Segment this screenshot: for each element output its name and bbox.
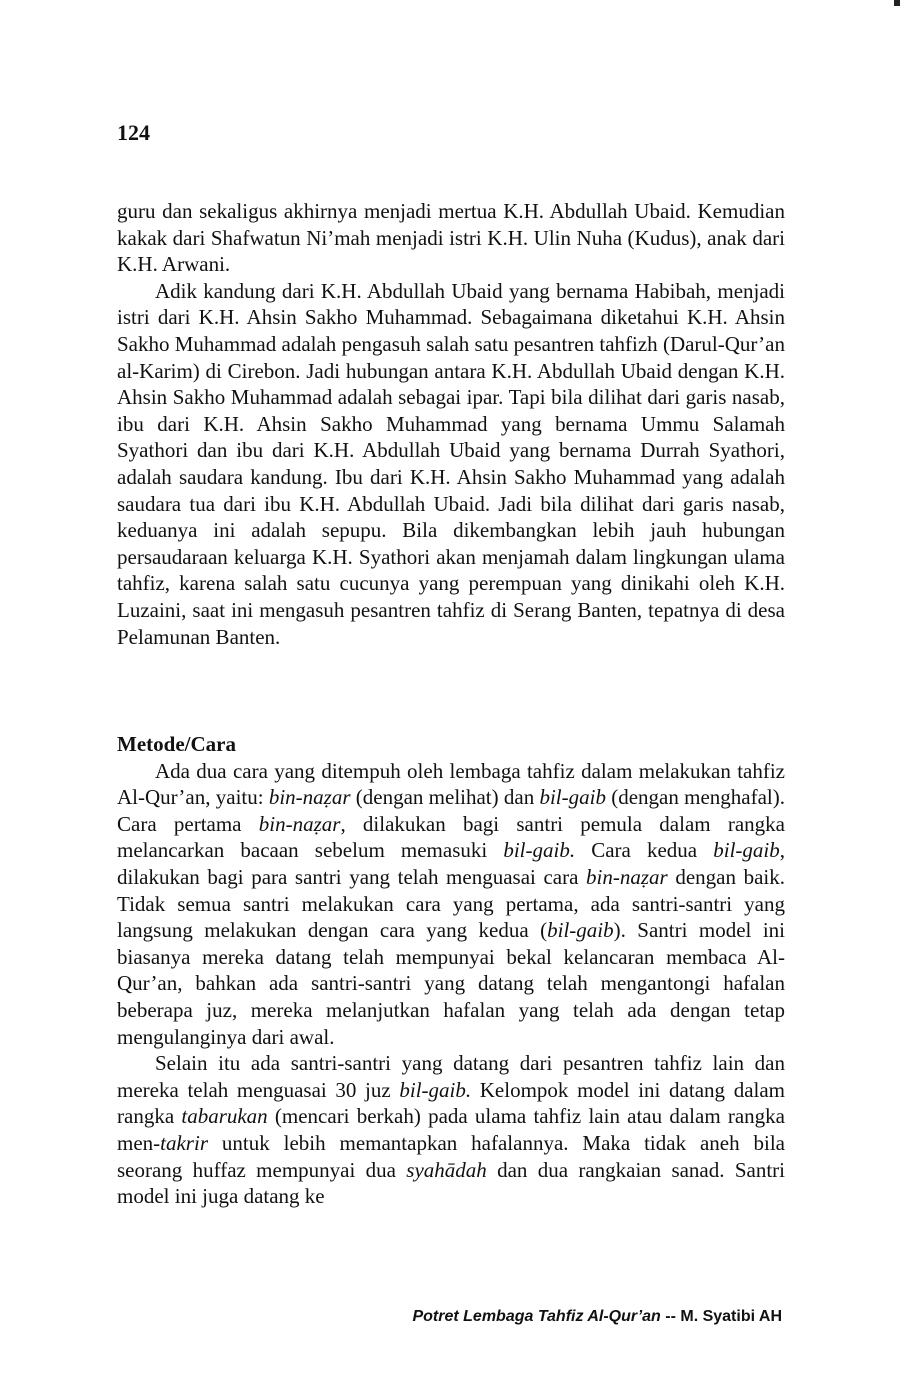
paragraph-4	[117, 1050, 785, 1210]
p3-text: ). Santri model ini biasanya mereka datang telah mempunyai bekal kelancaran membaca Al-Qur’an, bahkan ada santri-santri yang datang telah mengantongi hafalan beberapa juz, mereka melanjutkan hafalan yang telah ada dengan tetap mengulanginya dari awal.	[117, 918, 785, 1049]
p3-text: Ada dua cara yang ditempuh oleh lembaga tahfiz dalam melakukan tahfiz Al-Qur’an, yaitu:	[117, 758, 785, 810]
scan-corner-mark	[894, 0, 900, 6]
section-heading: Metode/Cara	[117, 732, 236, 756]
p3-term: bil-gaib.	[503, 838, 576, 863]
p4-text: dan dua rangkaian sanad. Santri model ini juga datang ke	[117, 1157, 785, 1209]
p3-text: Cara kedua	[575, 838, 714, 863]
body-text-top	[117, 198, 785, 650]
p3-term: bin-naẓar	[586, 864, 668, 889]
p4-term: syahādah	[406, 1157, 487, 1182]
p4-text: (mencari berkah) pada ulama tahfiz lain atau dalam rangka men-	[117, 1104, 785, 1155]
p3-term: bil-gaib	[547, 918, 614, 943]
body-text-section	[117, 731, 785, 1210]
p4-text: Kelompok model ini datang dalam rangka	[117, 1077, 785, 1129]
p4-term: takrir	[160, 1130, 208, 1155]
p3-term: bin-naẓar	[258, 811, 341, 836]
p3-text: dengan baik. Tidak semua santri melakukan cara yang pertama, ada santri-santri yang langsung melakukan dengan cara yang kedua (	[117, 864, 786, 943]
p3-term: bil-gaib	[713, 838, 780, 863]
p4-term: bil-gaib.	[399, 1077, 472, 1102]
footer-separator: --	[660, 1308, 681, 1325]
p3-term: bin-naẓar	[268, 785, 351, 810]
running-footer	[412, 1308, 782, 1326]
p4-text: Selain itu ada santri-santri yang datang dari pesantren tahfiz lain dan mereka telah menguasai 30 juz	[117, 1051, 785, 1102]
paragraph-1: guru dan sekaligus akhirnya menjadi mertua K.H. Abdullah Ubaid. Kemudian kakak dari Shafwatun Ni’mah menjadi istri K.H. Ulin Nuha (Kudus), anak dari K.H. Arwani.	[117, 199, 785, 277]
p3-text: , dilakukan bagi santri pemula dalam rangka melancarkan bacaan sebelum memasuki	[117, 811, 785, 863]
paragraph-2: Adik kandung dari K.H. Abdullah Ubaid yang bernama Habibah, menjadi istri dari K.H. Ahsin Sakho Muhammad. Sebagaimana diketahui K.H. Ahsin Sakho Muhammad adalah pengasuh salah satu pesantren tahfizh (Darul-Qur’an al-Karim) di Cirebon. Jadi hubungan antara K.H. Abdullah Ubaid dengan K.H. Ahsin Sakho Muhammad adalah sebagai ipar. Tapi bila dilihat dari garis nasab, ibu dari K.H. Ahsin Sakho Muhammad yang bernama Ummu Salamah Syathori dan ibu dari K.H. Abdullah Ubaid yang bernama Durrah Syathori, adalah saudara kandung. Ibu dari K.H. Ahsin Sakho Muhammad yang adalah saudara tua dari ibu K.H. Abdullah Ubaid. Jadi bila dilihat dari garis nasab, keduanya ini adalah sepupu. Bila dikembangkan lebih jauh hubungan persaudaraan keluarga K.H. Syathori akan menjamah dalam lingkungan ulama tahfiz, karena salah satu cucunya yang perempuan yang dinikahi oleh K.H. Luzaini, saat ini mengasuh pesantren tahfiz di Serang Banten, tepatnya di desa Pelamunan Banten.	[117, 278, 785, 649]
p4-term: tabarukan	[181, 1104, 268, 1129]
p3-text: , dilakukan bagi para santri yang telah menguasai cara	[117, 838, 785, 889]
footer-book-title: Potret Lembaga Tahfiz Al-Qur’an	[412, 1308, 661, 1325]
paragraph-3	[117, 758, 785, 1051]
p3-text: (dengan melihat) dan	[350, 785, 540, 810]
p3-text: (dengan menghafal). Cara pertama	[117, 785, 785, 836]
footer-author: M. Syatibi AH	[680, 1308, 782, 1325]
p3-term: bil-gaib	[539, 785, 606, 810]
page-number: 124	[117, 120, 150, 145]
p4-text: untuk lebih memantapkan hafalannya. Maka tidak aneh bila seorang huffaz mempunyai dua	[117, 1130, 785, 1182]
